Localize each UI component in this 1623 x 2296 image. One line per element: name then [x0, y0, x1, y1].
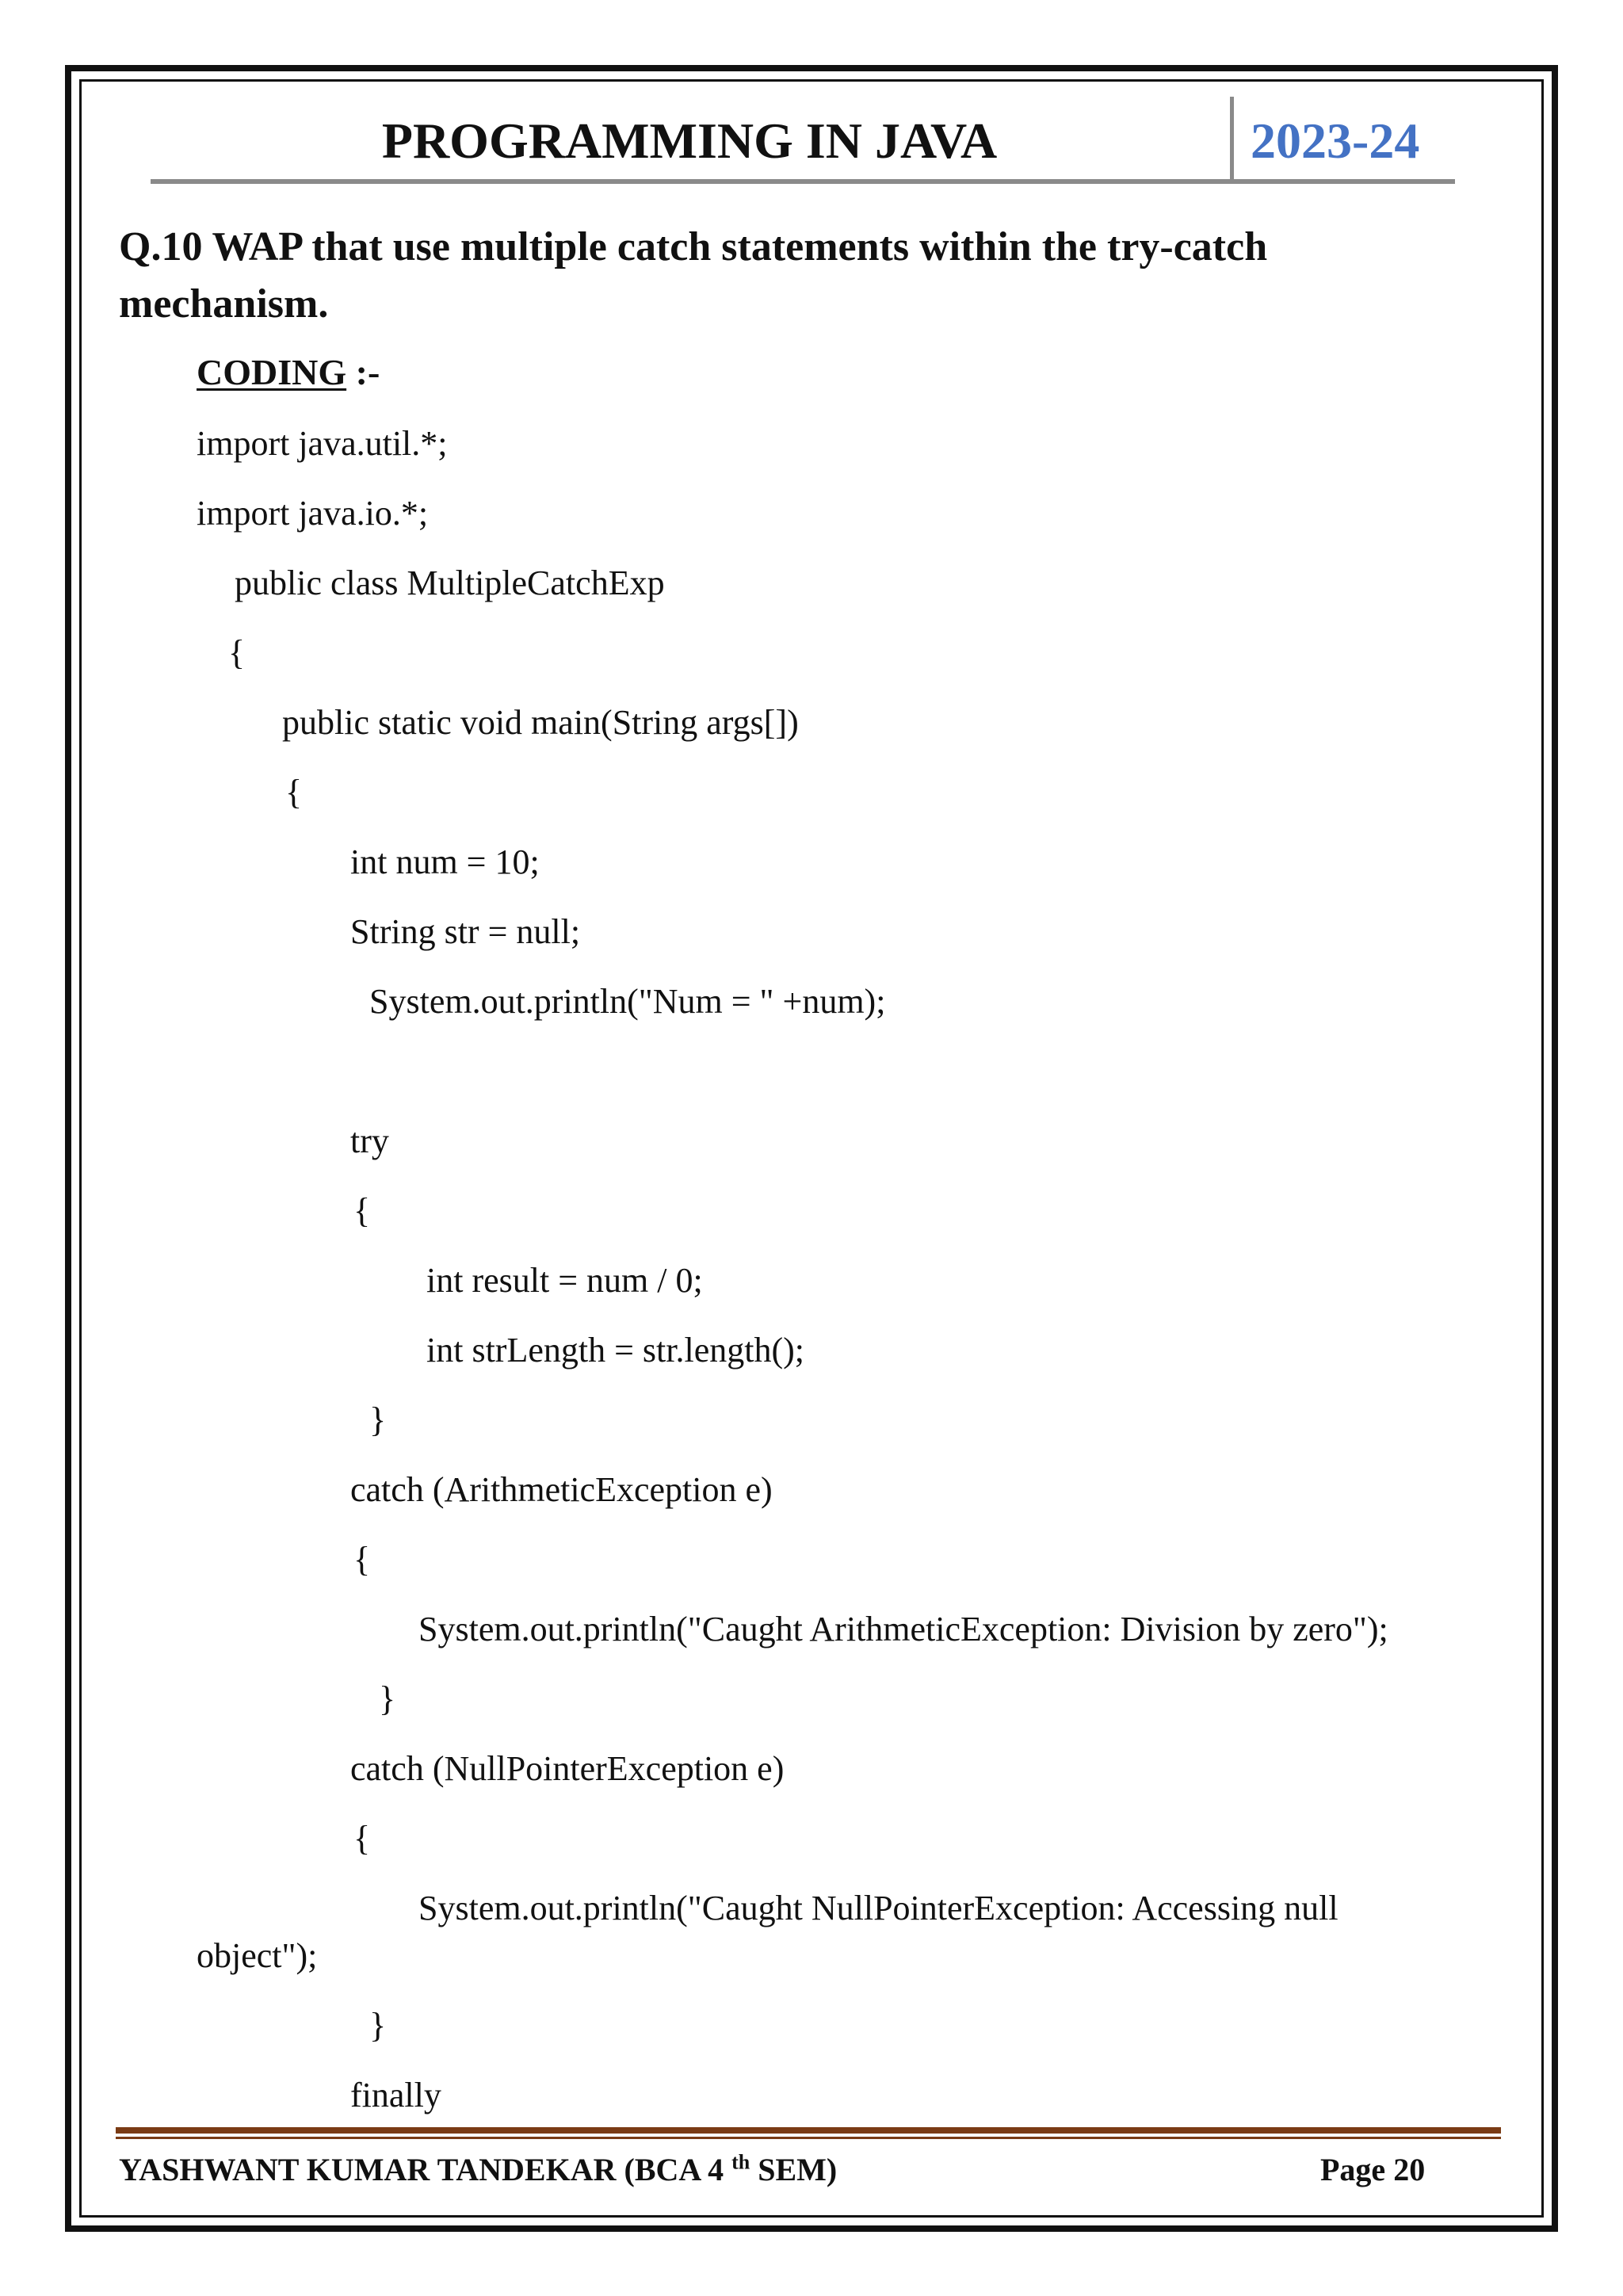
header-rule — [151, 179, 1455, 184]
code-line: System.out.println("Num = " +num); — [369, 982, 886, 1021]
code-line: } — [379, 1679, 396, 1718]
code-line: System.out.println("Caught NullPointerException: Accessing null — [418, 1889, 1338, 1927]
coding-label-word: CODING — [197, 352, 347, 392]
footer-author-sup: th — [731, 2150, 750, 2174]
footer-author-sem: SEM) — [750, 2152, 838, 2187]
coding-label-suffix: :- — [346, 352, 380, 392]
code-line: } — [369, 1400, 387, 1439]
code-line: object"); — [197, 1936, 318, 1975]
code-line: catch (ArithmeticException e) — [350, 1470, 773, 1509]
code-line: int strLength = str.length(); — [426, 1331, 804, 1370]
code-line: } — [369, 2006, 387, 2045]
header-title: PROGRAMMING IN JAVA — [381, 113, 998, 169]
footer-author — [119, 2148, 837, 2192]
code-line: { — [353, 1191, 371, 1230]
code-line: int result = num / 0; — [426, 1261, 703, 1300]
code-line: { — [285, 773, 303, 812]
footer-rule — [116, 2127, 1501, 2143]
code-line: catch (NullPointerException e) — [350, 1749, 785, 1788]
code-line: String str = null; — [350, 912, 581, 951]
code-line: import java.io.*; — [197, 494, 429, 533]
code-line: System.out.println("Caught ArithmeticException: Division by zero"); — [418, 1610, 1388, 1648]
footer-page-number: Page 20 — [1320, 2152, 1426, 2187]
code-line: int num = 10; — [350, 842, 540, 881]
footer-rule-thin — [116, 2137, 1501, 2139]
code-line: try — [350, 1121, 389, 1160]
code-line: { — [353, 1819, 371, 1858]
code-line: public class MultipleCatchExp — [235, 563, 665, 602]
question-heading: Q.10 WAP that use multiple catch statements within the try-catch mechanism. — [119, 224, 1268, 327]
header-year: 2023-24 — [1251, 113, 1420, 169]
code-line: import java.util.*; — [197, 424, 448, 463]
code-line: { — [353, 1540, 371, 1579]
coding-label — [197, 349, 380, 396]
code-line: public static void main(String args[]) — [282, 703, 799, 742]
footer-author-text: YASHWANT KUMAR TANDEKAR (BCA 4 — [119, 2152, 724, 2187]
footer-rule-thick — [116, 2127, 1501, 2134]
code-line: { — [228, 633, 246, 672]
code-line: finally — [350, 2076, 441, 2115]
header-divider — [1230, 97, 1234, 182]
